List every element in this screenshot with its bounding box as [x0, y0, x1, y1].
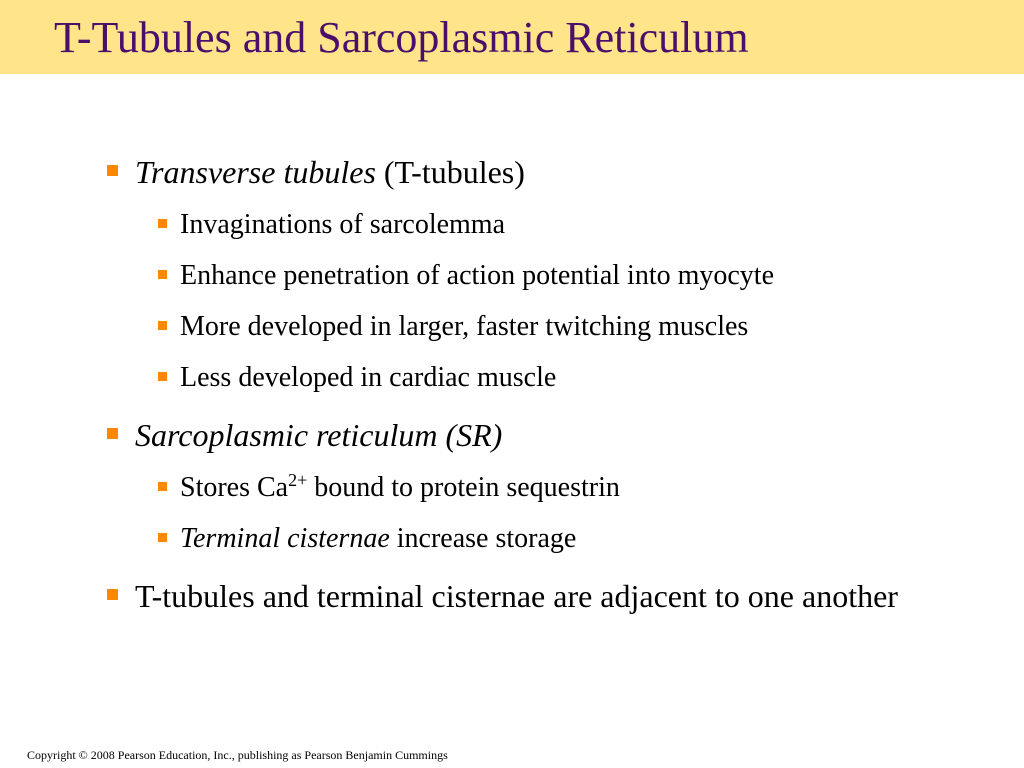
bullet-transverse-tubules	[135, 153, 525, 191]
bullet-text: T-tubules and terminal cisternae are adjacent to one another	[135, 578, 898, 614]
bullet-marker-icon	[158, 482, 167, 491]
slide-title: T-Tubules and Sarcoplasmic Reticulum	[54, 13, 749, 62]
bullet-sarcoplasmic-reticulum	[135, 416, 502, 454]
sub-bullet-text: More developed in larger, faster twitching muscles	[180, 311, 749, 342]
sub-bullet-text: Enhance penetration of action potential into myocyte	[180, 260, 775, 291]
sub-bullet-less-developed	[180, 361, 556, 395]
sub-bullet-text: bound to protein sequestrin	[307, 472, 620, 503]
sub-bullet-penetration	[180, 259, 774, 293]
sub-bullet-italic-text: Terminal cisternae	[180, 523, 390, 554]
bullet-text: (T-tubules)	[375, 154, 525, 190]
copyright-footer: Copyright © 2008 Pearson Education, Inc., publishing as Pearson Benjamin Cummings	[27, 748, 448, 762]
bullet-marker-icon	[158, 270, 167, 279]
bullet-marker-icon	[158, 533, 167, 542]
sub-bullet-text: increase storage	[389, 523, 577, 554]
bullet-italic-text: Transverse tubules	[135, 154, 376, 190]
bullet-marker-icon	[107, 589, 118, 600]
sub-bullet-text: Stores Ca	[180, 472, 289, 503]
sub-bullet-text: Invaginations of sarcolemma	[180, 209, 506, 240]
bullet-italic-text: Sarcoplasmic reticulum (SR)	[135, 417, 503, 453]
superscript-charge: 2+	[288, 470, 308, 490]
bullet-marker-icon	[107, 428, 118, 439]
sub-bullet-text: Less developed in cardiac muscle	[180, 362, 557, 393]
sub-bullet-more-developed	[180, 310, 748, 344]
sub-bullet-invaginations	[180, 208, 505, 242]
sub-bullet-stores-calcium	[180, 471, 620, 505]
bullet-marker-icon	[158, 219, 167, 228]
bullet-marker-icon	[158, 372, 167, 381]
bullet-marker-icon	[107, 165, 118, 176]
bullet-adjacent	[135, 577, 985, 615]
bullet-marker-icon	[158, 321, 167, 330]
sub-bullet-terminal-cisternae	[180, 522, 576, 556]
